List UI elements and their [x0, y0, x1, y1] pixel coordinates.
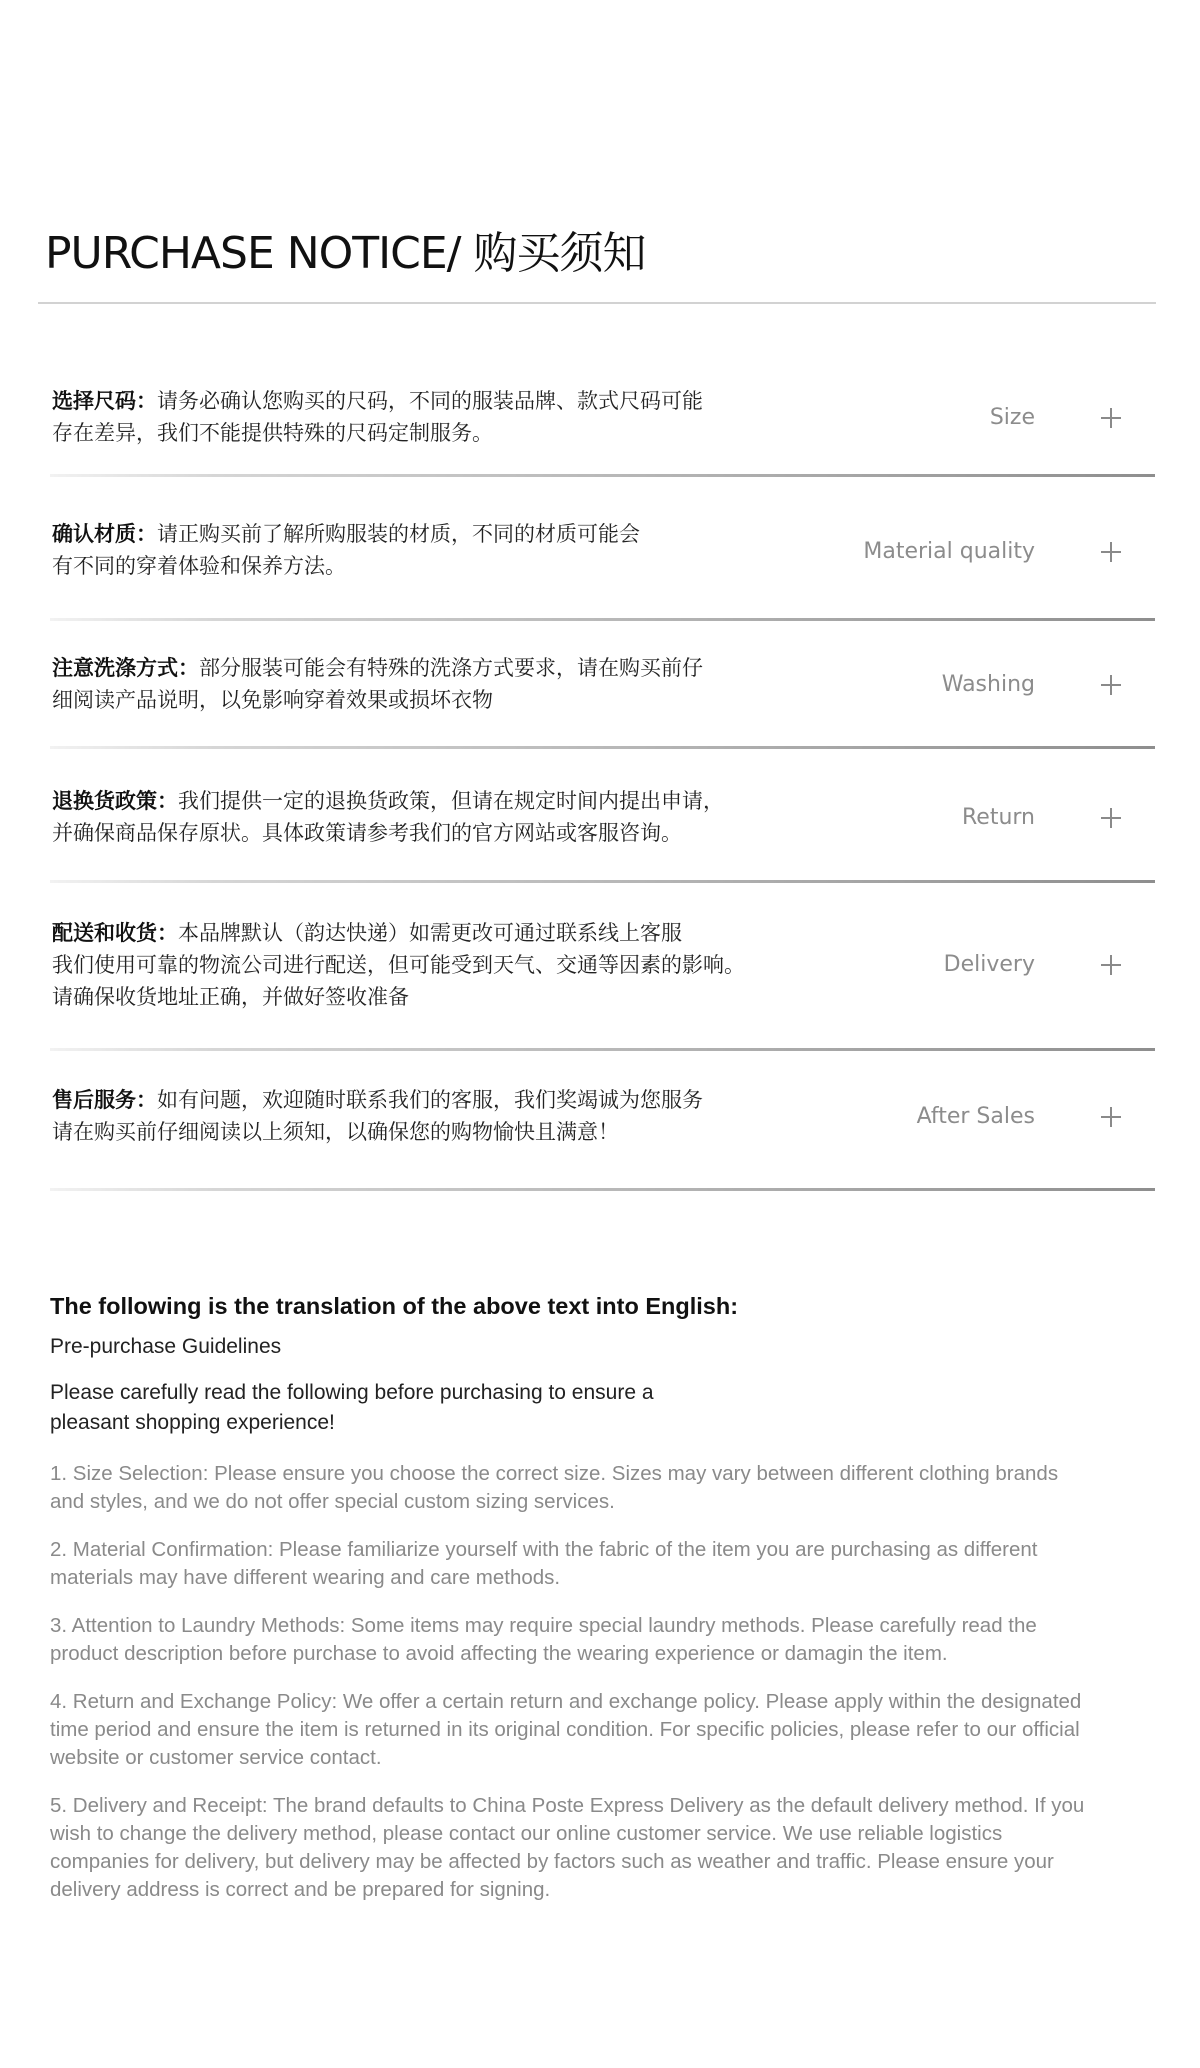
notice-text [52, 518, 822, 582]
notice-label: Material quality [863, 539, 1035, 564]
notice-heading: 售后服务： [52, 1088, 157, 1112]
guideline-item: 5. Delivery and Receipt: The brand defaults to China Poste Express Delivery as the default delivery method. If you wish to change the delivery method, please contact our online customer service. We use reliable logistics companies for delivery, but delivery may be affected by factors such as weather and traffic. Please ensure your delivery address is correct and be prepared for signing. [50, 1794, 1085, 1901]
notice-label: After Sales [916, 1104, 1035, 1129]
notice-text [52, 385, 822, 449]
notice-label: Size [989, 405, 1035, 430]
notice-body-line: 请在购买前仔细阅读以上须知，以确保您的购物愉快且满意！ [52, 1120, 619, 1144]
notice-label: Delivery [943, 952, 1035, 977]
item-divider [50, 880, 1155, 883]
notice-body-line: 如有问题，欢迎随时联系我们的客服，我们奖竭诚为您服务 [157, 1088, 703, 1112]
notice-body-line: 请正购买前了解所购服装的材质，不同的材质可能会 [157, 522, 640, 546]
notice-text [52, 1084, 822, 1148]
item-divider [50, 1048, 1155, 1051]
item-divider [50, 746, 1155, 749]
notice-text [52, 785, 822, 849]
notice-body-line: 并确保商品保存原状。具体政策请参考我们的官方网站或客服咨询。 [52, 821, 682, 845]
guideline-item: 1. Size Selection: Please ensure you choose the correct size. Sizes may vary between different clothing brands and styles, and we do not offer special custom sizing services. [50, 1462, 1059, 1513]
notice-text [52, 652, 822, 716]
plus-icon[interactable] [1101, 955, 1121, 975]
notice-body-line: 有不同的穿着体验和保养方法。 [52, 554, 346, 578]
notice-heading: 配送和收货： [52, 921, 178, 945]
plus-icon[interactable] [1101, 542, 1121, 562]
title-divider [38, 302, 1156, 304]
notice-text [52, 917, 822, 1013]
plus-icon[interactable] [1101, 808, 1121, 828]
translation-heading: The following is the translation of the above text into English: [50, 1293, 739, 1319]
notice-body-line: 请确保收货地址正确，并做好签收准备 [52, 985, 409, 1009]
notice-body-line: 我们使用可靠的物流公司进行配送，但可能受到天气、交通等因素的影响。 [52, 953, 745, 977]
notice-body-line: 存在差异，我们不能提供特殊的尺码定制服务。 [52, 421, 493, 445]
notice-body-line: 细阅读产品说明，以免影响穿着效果或损坏衣物 [52, 688, 493, 712]
notice-body-line: 本品牌默认（韵达快递）如需更改可通过联系线上客服 [178, 921, 682, 945]
notice-label: Washing [941, 672, 1035, 697]
notice-label: Return [961, 805, 1035, 830]
translation-subheading: Pre-purchase Guidelines [50, 1335, 282, 1358]
translation-section [50, 1290, 1110, 1904]
plus-icon[interactable] [1101, 675, 1121, 695]
item-divider [50, 1188, 1155, 1191]
item-divider [50, 474, 1155, 477]
notice-body-line: 我们提供一定的退换货政策，但请在规定时间内提出申请， [178, 789, 724, 813]
translation-intro: Please carefully read the following before purchasing to ensure a pleasant shopping experience! [50, 1381, 654, 1434]
page-title: PURCHASE NOTICE/ 购买须知 [45, 228, 646, 279]
guideline-item: 4. Return and Exchange Policy: We offer a certain return and exchange policy. Please apply within the designated time period and ensure the item is returned in its original condition. For specific policies, please refer to our official website or customer service contact. [50, 1690, 1082, 1769]
notice-heading: 注意洗涤方式： [52, 656, 199, 680]
notice-heading: 确认材质： [52, 522, 157, 546]
item-divider [50, 618, 1155, 621]
plus-icon[interactable] [1101, 408, 1121, 428]
notice-body-line: 部分服装可能会有特殊的洗涤方式要求，请在购买前仔 [199, 656, 703, 680]
notice-heading: 退换货政策： [52, 789, 178, 813]
guideline-item: 3. Attention to Laundry Methods: Some items may require special laundry methods. Please carefully read the product description before purchase to avoid affecting the wearing experience or damagin the item. [50, 1614, 1037, 1665]
notice-heading: 选择尺码： [52, 389, 157, 413]
notice-body-line: 请务必确认您购买的尺码，不同的服装品牌、款式尺码可能 [157, 389, 703, 413]
plus-icon[interactable] [1101, 1107, 1121, 1127]
guideline-item: 2. Material Confirmation: Please familiarize yourself with the fabric of the item you are purchasing as different materials may have different wearing and care methods. [50, 1538, 1038, 1589]
